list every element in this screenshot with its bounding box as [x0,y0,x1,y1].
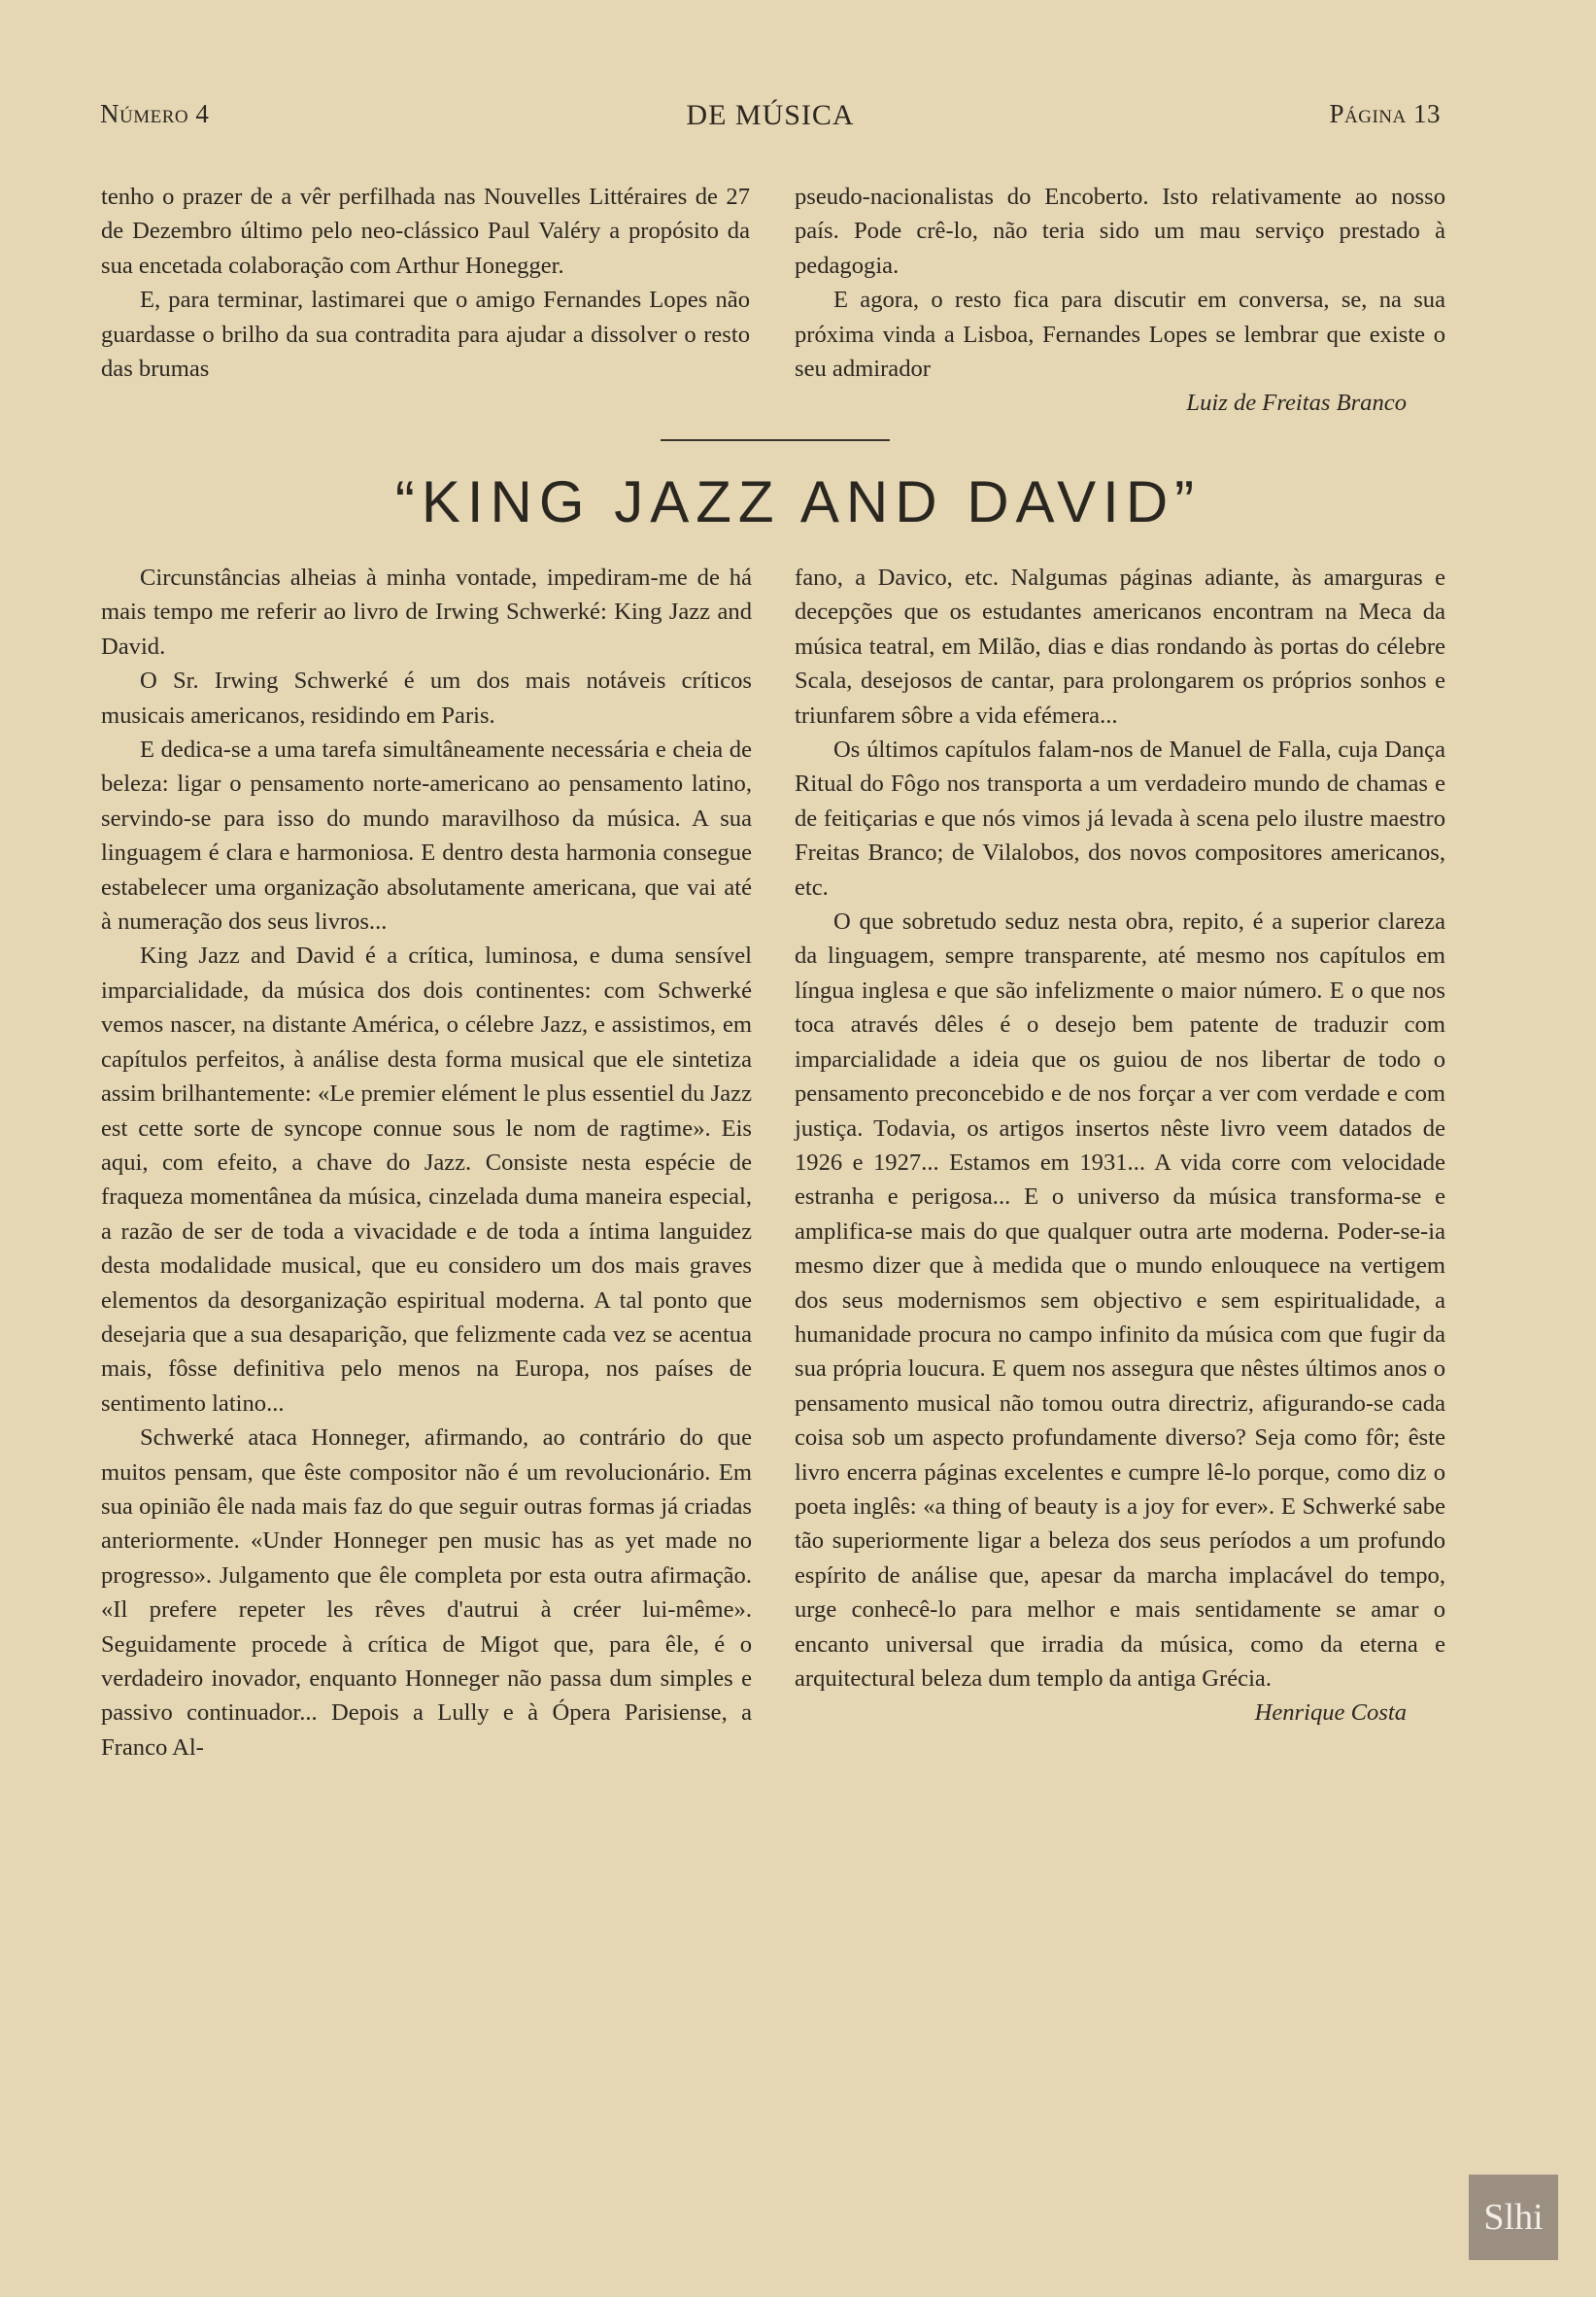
article-right-column [795,561,1445,1731]
publication-title: DE MÚSICA [686,99,855,131]
top-article-signature: Luiz de Freitas Branco [1186,390,1407,417]
library-watermark: Slhi [1469,2175,1558,2260]
top-article-right-column [795,180,1445,421]
paragraph: fano, a Davico, etc. Nalgumas páginas adiante, às amarguras e decepções que os estudantes americanos encontram na Meca da música teatral, em Milão, dias e dias rondando às portas do célebre Scala, desejosos de cantar, para prolongarem os próprios sonhos e triunfarem sôbre a vida efémera... [795,565,1445,729]
page-header [100,99,1441,138]
paragraph: Os últimos capítulos falam-nos de Manuel de Falla, cuja Dança Ritual do Fôgo nos transporta a um verdadeiro mundo de chamas e de feitiçarias e que nós vimos já levada à scena pelo ilustre maestro Freitas Branco; de Vilalobos, dos novos compositores americanos, etc. [795,737,1445,901]
article-title: “KING JAZZ AND DAVID” [394,469,1202,534]
issue-number: Número 4 [100,99,210,128]
section-divider [661,439,890,441]
paragraph: E agora, o resto fica para discutir em conversa, se, na sua próxima vinda a Lisboa, Fernandes Lopes se lembrar que existe o seu admirador [795,287,1445,383]
page-number: Página 13 [1329,99,1441,128]
article-signature: Henrique Costa [1254,1699,1407,1727]
paragraph: E, para terminar, lastimarei que o amigo Fernandes Lopes não guardasse o brilho da sua contradita para ajudar a dissolver o resto das brumas [101,287,750,383]
paragraph: Circunstâncias alheias à minha vontade, impediram-me de há mais tempo me referir ao livro de Irwing Schwerké: King Jazz and David. [101,565,752,660]
paragraph: O Sr. Irwing Schwerké é um dos mais notáveis críticos musicais americanos, residindo em Paris. [101,668,752,729]
paragraph: King Jazz and David é a crítica, luminosa, e duma sensível imparcialidade, da música dos dois continentes: com Schwerké vemos nascer, na distante América, o célebre Jazz, e assistimos, em capítulos perfeitos, à análise desta forma musical que ele sintetiza assim brilhantemente: «Le premier elément le plus essentiel du Jazz est cette sorte de syncope connue sous le nom de ragtime». Eis aqui, com efeito, a chave do Jazz. Consiste nesta espécie de fraqueza momentânea da música, cinzelada duma maneira especial, a razão de ser de toda a vivacidade e de toda a íntima languidez desta modalidade musical, que eu considero um dos mais graves elementos da desorganização espiritual moderna. A tal ponto que desejaria que a sua desaparição, que felizmente cada vez se acentua mais, fôsse definitiva pelo menos na Europa, nos países de sentimento latino... [101,943,752,1417]
paragraph: Schwerké ataca Honneger, afirmando, ao contrário do que muitos pensam, que êste compositor não é um revolucionário. Em sua opinião êle nada mais faz do que seguir outras formas já criadas anteriormente. «Under Honneger pen music has as yet made no progresso». Julgamento que êle completa por esta outra afirmação. «Il prefere repeter les rêves d'autrui à créer lui-même». Seguidamente procede à crítica de Migot que, para êle, é o verdadeiro inovador, enquanto Honneger não passa dum simples e passivo continuador... Depois a Lully e à Ópera Parisiense, a Franco Al- [101,1424,752,1761]
paragraph: E dedica-se a uma tarefa simultâneamente necessária e cheia de beleza: ligar o pensamento norte-americano ao pensamento latino, servindo-se para isso do mundo maravilhoso da música. A sua linguagem é clara e harmoniosa. E dentro desta harmonia consegue estabelecer uma organização absolutamente americana, que vai até à numeração dos seus livros... [101,737,752,936]
paragraph: O que sobretudo seduz nesta obra, repito, é a superior clareza da linguagem, sempre transparente, até mesmo nos capítulos em língua inglesa e que são infelizmente o maior número. E o que nos toca através dêles é o desejo bem patente de traduzir com imparcialidade a ideia que os guiou de nos libertar de todo o pensamento preconcebido e de nos forçar a ver com verdade e com justiça. Todavia, os artigos insertos nêste livro veem datados de 1926 e 1927... Estamos em 1931... A vida corre com velocidade estranha e perigosa... E o universo da música transforma-se e amplifica-se mais do que qualquer outra arte moderna. Poder-se-ia mesmo dizer que à medida que o mundo enlouquece na vertigem dos seus modernismos sem objectivo e sem espiritualidade, a humanidade procura no campo infinito da música com que fugir da sua própria loucura. E quem nos assegura que nêstes últimos anos o pensamento musical não tomou outra directriz, afigurando-se cada coisa sob um aspecto profundamente diverso? Seja como fôr; êste livro encerra páginas excelentes e cumpre lê-lo porque, como diz o poeta inglês: «a thing of beauty is a joy for ever». E Schwerké sabe tão superiormente ligar a beleza dos seus períodos a um profundo espírito de análise que, apesar da marcha implacável do tempo, urge conhecê-lo para melhor e mais sentidamente se amar o encanto universal que irradia da música, como da eterna e arquitectural beleza dum templo da antiga Grécia. [795,909,1445,1692]
article-left-column [101,561,752,1765]
top-article-left-column [101,180,750,386]
paragraph: tenho o prazer de a vêr perfilhada nas Nouvelles Littéraires de 27 de Dezembro último pelo neo-clássico Paul Valéry a propósito da sua encetada colaboração com Arthur Honegger. [101,184,750,279]
paragraph: pseudo-nacionalistas do Encoberto. Isto relativamente ao nosso país. Pode crê-lo, não teria sido um mau serviço prestado à pedagogia. [795,184,1445,279]
